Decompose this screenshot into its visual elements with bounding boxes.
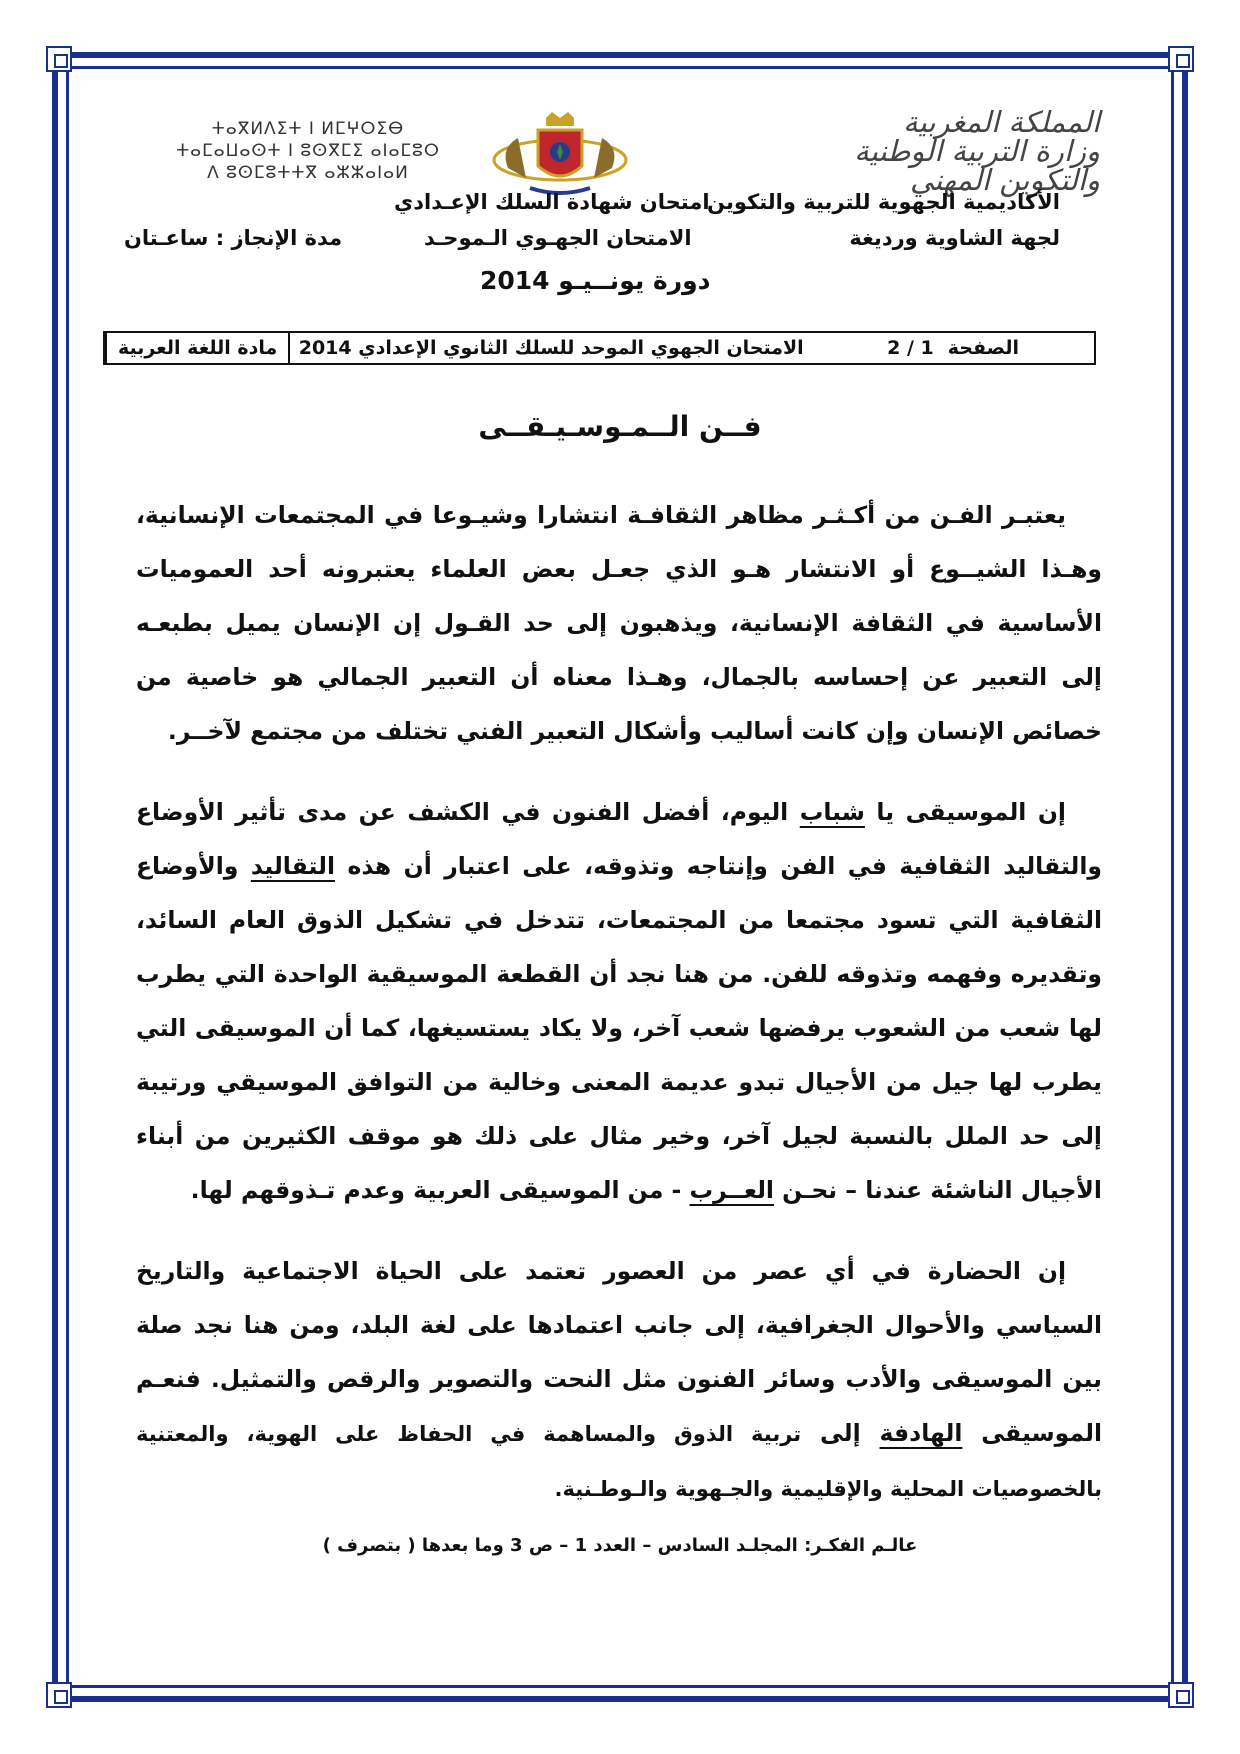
tifinagh-line: ⴷ ⵓⵙⵎⵓⵜⵜⴳ ⴰⵣⵣⴰⵏⴰⵍ <box>207 163 409 183</box>
text-title: فــن الــمـوسـيـقــى <box>478 410 762 443</box>
underlined-word-traditions: التقاليد <box>250 852 336 880</box>
exam-duration: مدة الإنجاز : ساعـتان <box>124 226 343 250</box>
ministry-line: وزارة التربية الوطنية <box>854 134 1100 168</box>
moroccan-coat-of-arms-emblem <box>490 108 630 200</box>
page-number: 2 / 1 <box>887 337 934 359</box>
paragraph-3-text: تربية الذوق والمساهمة في الحفاظ على الهوية، والمعتنية بالخصوصيات المحلية والإقليمية والجـهوية والـوطـنية. <box>136 1422 1102 1501</box>
underlined-word-purposeful: الهادفة <box>879 1419 963 1447</box>
academy-name: الأكاديمية الجهوية للتربية والتكوين <box>707 190 1060 214</box>
ministry-line: والتكوين المهني <box>910 163 1100 197</box>
exam-name-cell: الامتحان الجهوي الموحد للسلك الثانوي الإعدادي 2014 <box>288 333 812 363</box>
region-name: لجهة الشاوية ورديغة <box>849 226 1060 250</box>
paragraph-3-text: إن الحضارة في أي عصر من العصور تعتمد على الحياة الاجتماعية والتاريخ السياسي والأحوال الجغرافية، إلى جانب اعتمادها على لغة البلد، ومن هنا نجد صلة بين الموسيقى والأدب وسائر الفنون مثل النحت والتصوير والرقص والتمثيل. فنعـم الموسيقى <box>136 1257 1103 1447</box>
paragraph-2-text: والأوضاع الثقافية التي تسود مجتمعا من المجتمعات، تتدخل في تشكيل الذوق العام السائد، وتقديره وفهمه وتذوقه للفن. من هنا نجد أن القطعة الموسيقية الواحدة التي يطرب لها شعب من الشعوب يرفضها شعب آخر، ولا يكاد يستسيغها، كما أن الموسيقى التي يطرب لها جيل من الأجيال تبدو عديمة المعنى وخالية من التوافق الموسيقي ورتيبة إلى حد الملل بالنسبة لجيل آخر، وخير مثال على ذلك هو موقف الكثيرين من أبناء الأجيال الناشئة عندنا – نحـن <box>136 852 1102 1204</box>
underlined-word-youth: شباب <box>799 798 865 826</box>
border-corner-ornament <box>1168 46 1194 72</box>
paragraph-1-text: يعتبـر الفـن من أكـثـر مظاهر الثقافـة انتشارا وشيـوعا في المجتمعات الإنسانية، وهـذا الشيــوع أو الانتشار هـو الذي جعـل بعض العلماء يعتبرونه أحد العموميات الأساسية في الثقافة الإنسانية، ويذهبون إلى حد القـول إن الإنسان يميل بطبعـه إلى التعبير عن إحساسه بالجمال، وهـذا معناه أن التعبير الجمالي هو خاصية من خصائص الإنسان وإن كانت أساليب وأشكال التعبير الفني تختلف من مجتمع لآخــر. <box>136 501 1102 745</box>
page-number-cell <box>812 333 1094 363</box>
paragraph-1 <box>136 488 1102 758</box>
tifinagh-ministry-name <box>118 118 498 184</box>
subject-cell: مادة اللغة العربية <box>105 333 288 363</box>
paragraph-2-text: - من الموسيقى العربية وعدم تـذوقهم لها. <box>190 1176 682 1204</box>
paragraph-3 <box>136 1244 1102 1516</box>
regional-exam-title: الامتحان الجهـوي الـموحـد <box>424 226 692 250</box>
page-label: الصفحة <box>947 337 1020 359</box>
border-corner-ornament <box>46 46 72 72</box>
paragraph-2-text: اليوم، أفضل الفنون في الكشف عن مدى تأثير الأوضاع والتقاليد الثقافية في الفن وإنتاجه وتذوقه، على اعتبار أن هذه <box>136 798 1102 880</box>
exam-info-table <box>103 331 1096 365</box>
exam-session: دورة يونــيـو 2014 <box>480 266 711 295</box>
ministry-name <box>760 105 1100 197</box>
ministry-line: المملكة المغربية <box>903 105 1100 139</box>
tifinagh-line: ⵜⴰⵎⴰⵡⴰⵙⵜ ⵏ ⵓⵙⴳⵎⵉ ⴰⵏⴰⵎⵓⵔ <box>176 141 440 161</box>
underlined-word-arabs: العــرب <box>689 1176 774 1204</box>
paragraph-2-text: إن الموسيقى يا <box>876 798 1066 826</box>
paragraph-3-text: إلى <box>820 1419 861 1447</box>
tifinagh-line: ⵜⴰⴳⵍⴷⵉⵜ ⵏ ⵍⵎⵖⵔⵉⴱ <box>211 119 405 139</box>
source-citation: عالـم الفكـر: المجلـد السادس – العدد 1 – ص 3 وما بعدها ( بتصرف ) <box>322 1535 918 1556</box>
border-corner-ornament <box>1168 1682 1194 1708</box>
border-corner-ornament <box>46 1682 72 1708</box>
paragraph-2 <box>136 785 1102 1217</box>
exam-certificate-title: امتحان شهادة السلك الإعـدادي <box>394 190 710 214</box>
